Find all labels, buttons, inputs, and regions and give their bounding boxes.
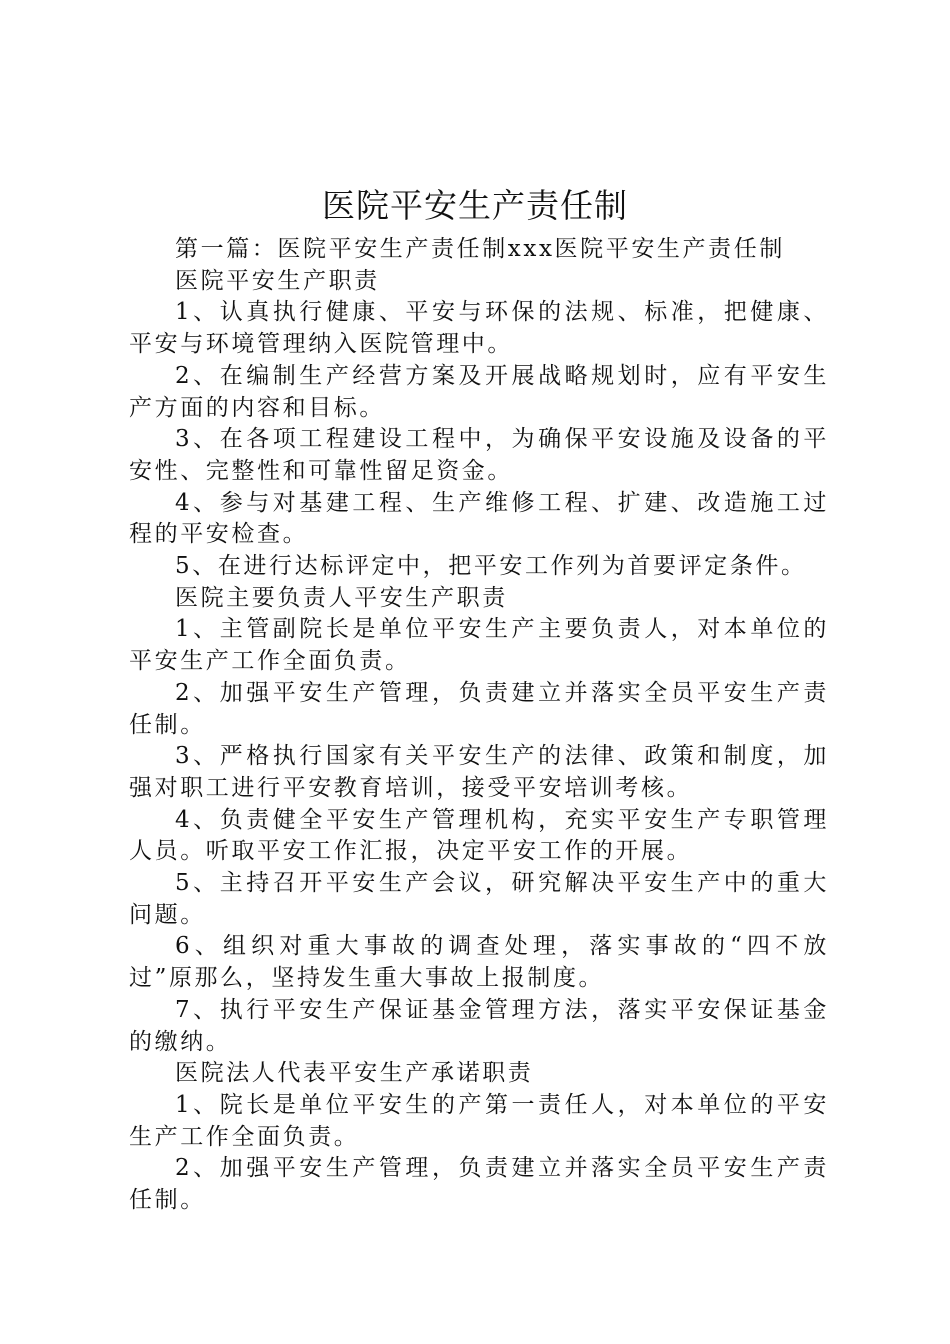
section-heading-principal-duties: 医院主要负责人平安生产职责 <box>175 584 508 611</box>
paragraph: 6、组织对重大事故的调查处理，落实事故的“四不放过”原那么，坚持发生重大事故上报制度。 <box>129 933 829 992</box>
paragraph: 3、在各项工程建设工程中，为确保平安设施及设备的平安性、完整性和可靠性留足资金。 <box>129 426 829 484</box>
paragraph: 2、加强平安生产管理，负责建立并落实全员平安生产责任制。 <box>129 679 829 738</box>
paragraph: 1、主管副院长是单位平安生产主要负责人，对本单位的平安生产工作全面负责。 <box>129 616 829 675</box>
paragraph: 7、执行平安生产保证基金管理方法，落实平安保证基金的缴纳。 <box>129 996 829 1055</box>
paragraph: 1、院长是单位平安生的产第一责任人，对本单位的平安生产工作全面负责。 <box>129 1091 829 1150</box>
paragraph: 2、加强平安生产管理，负责建立并落实全员平安生产责任制。 <box>129 1155 829 1214</box>
paragraph: 5、主持召开平安生产会议，研究解决平安生产中的重大问题。 <box>129 870 829 928</box>
paragraph: 4、负责健全平安生产管理机构，充实平安生产专职管理人员。听取平安工作汇报，决定平安工作的开展。 <box>129 806 829 865</box>
document-body <box>129 234 829 1217</box>
section-heading-hospital-duties: 医院平安生产职责 <box>175 267 380 294</box>
section-heading-legal-rep-duties: 医院法人代表平安生产承诺职责 <box>175 1060 534 1087</box>
document-title: 医院平安生产责任制 <box>322 186 628 225</box>
paragraph: 2、在编制生产经营方案及开展战略规划时，应有平安生产方面的内容和目标。 <box>129 362 829 421</box>
paragraph-chapter-heading: 第一篇：医院平安生产责任制xxx医院平安生产责任制 <box>175 236 785 262</box>
paragraph: 4、参与对基建工程、生产维修工程、扩建、改造施工过程的平安检查。 <box>129 489 829 548</box>
paragraph: 5、在进行达标评定中，把平安工作列为首要评定条件。 <box>175 553 807 580</box>
paragraph: 3、严格执行国家有关平安生产的法律、政策和制度，加强对职工进行平安教育培训，接受平安培训考核。 <box>129 743 829 801</box>
paragraph: 1、认真执行健康、平安与环保的法规、标准，把健康、平安与环境管理纳入医院管理中。 <box>129 299 829 358</box>
